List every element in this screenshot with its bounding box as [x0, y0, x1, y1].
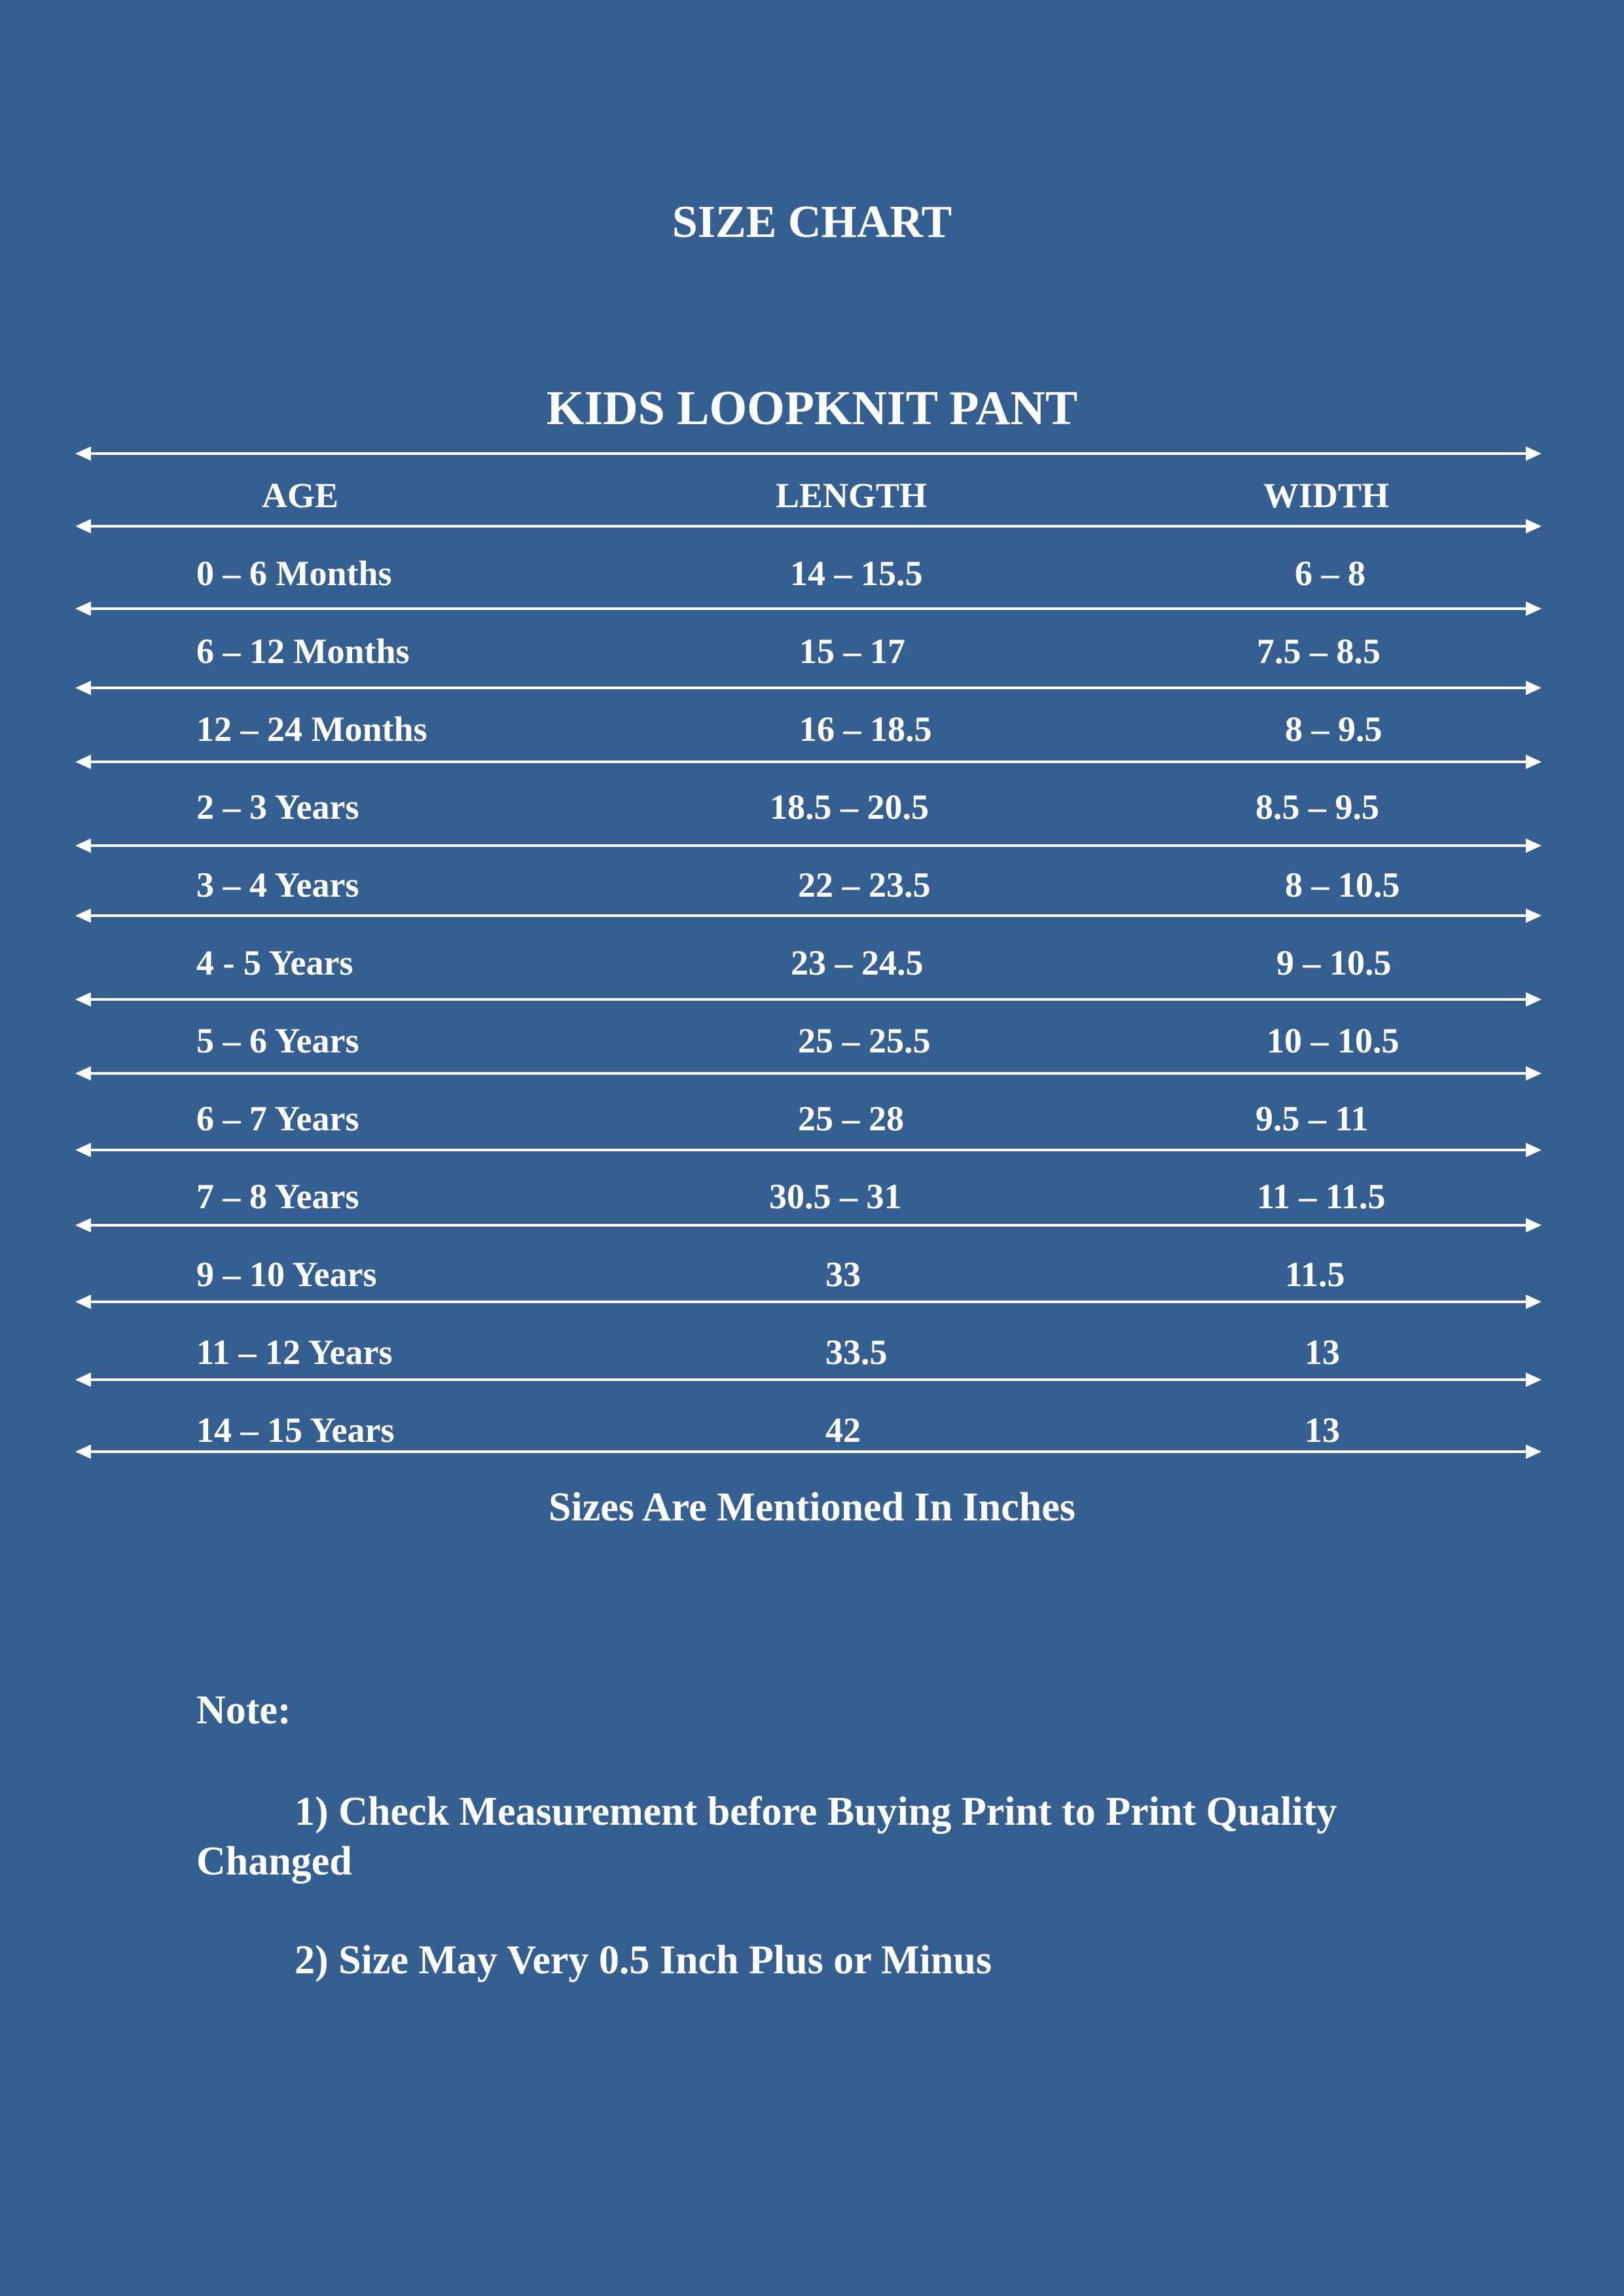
double-arrow-line [75, 1371, 1542, 1388]
double-arrow-line [75, 679, 1542, 696]
row-length: 33.5 [825, 1333, 888, 1372]
row-width: 9.5 – 11 [1255, 1099, 1369, 1138]
double-arrow-line [75, 518, 1542, 535]
row-length: 30.5 – 31 [769, 1177, 902, 1216]
row-separator [75, 600, 1542, 617]
note-item-1: 1) Check Measurement before Buying Print to Print Quality Changed [196, 1789, 1337, 1884]
row-age: 6 – 12 Months [196, 632, 410, 671]
arrow-left-icon [75, 681, 91, 695]
double-arrow-line [75, 991, 1542, 1008]
row-age: 11 – 12 Years [196, 1333, 393, 1372]
arrow-right-icon [1526, 519, 1542, 533]
row-length: 42 [825, 1410, 861, 1450]
arrow-left-icon [75, 1066, 91, 1081]
note-item-2: 2) Size May Very 0.5 Inch Plus or Minus [295, 1938, 992, 1982]
arrow-right-icon [1526, 755, 1542, 769]
row-age: 12 – 24 Months [196, 709, 427, 749]
row-separator [75, 1371, 1542, 1388]
arrow-left-icon [75, 601, 91, 616]
arrow-left-icon [75, 992, 91, 1007]
arrow-right-icon [1526, 1372, 1542, 1387]
row-separator [75, 753, 1542, 770]
arrow-right-icon [1526, 1218, 1542, 1232]
product-title: KIDS LOOPKNIT PANT [546, 382, 1078, 435]
row-separator [75, 1217, 1542, 1234]
arrow-left-icon [75, 1295, 91, 1309]
row-width: 13 [1305, 1410, 1340, 1450]
arrow-right-icon [1526, 908, 1542, 923]
column-header-width: WIDTH [1263, 476, 1390, 515]
row-width: 10 – 10.5 [1267, 1021, 1399, 1060]
arrow-right-icon [1526, 992, 1542, 1007]
page-title: SIZE CHART [672, 197, 952, 247]
double-arrow-line [75, 1065, 1542, 1082]
row-age: 9 – 10 Years [196, 1255, 377, 1294]
header-bottom-rule [75, 518, 1542, 535]
row-separator [75, 991, 1542, 1008]
row-separator [75, 1141, 1542, 1158]
row-age: 3 – 4 Years [196, 865, 359, 905]
arrow-right-icon [1526, 838, 1542, 853]
row-age: 7 – 8 Years [196, 1177, 359, 1216]
row-age: 0 – 6 Months [196, 554, 392, 593]
row-age: 4 - 5 Years [196, 943, 353, 982]
row-separator [75, 907, 1542, 924]
units-caption: Sizes Are Mentioned In Inches [549, 1485, 1075, 1530]
row-width: 11.5 [1285, 1255, 1345, 1294]
table-top-rule [75, 445, 1542, 462]
row-length: 23 – 24.5 [791, 943, 924, 982]
row-length: 15 – 17 [799, 632, 905, 671]
arrow-left-icon [75, 446, 91, 461]
double-arrow-line [75, 1141, 1542, 1158]
arrow-left-icon [75, 1444, 91, 1459]
row-age: 14 – 15 Years [196, 1410, 395, 1450]
arrow-right-icon [1526, 601, 1542, 616]
row-age: 6 – 7 Years [196, 1099, 359, 1138]
note-label: Note: [196, 1688, 291, 1732]
row-width: 8 – 10.5 [1285, 865, 1400, 905]
double-arrow-line [75, 1293, 1542, 1310]
row-length: 25 – 28 [798, 1099, 904, 1138]
arrow-left-icon [75, 1218, 91, 1232]
row-age: 5 – 6 Years [196, 1021, 359, 1060]
double-arrow-line [75, 753, 1542, 770]
row-length: 22 – 23.5 [798, 865, 931, 905]
row-separator [75, 837, 1542, 854]
arrow-left-icon [75, 838, 91, 853]
arrow-right-icon [1526, 681, 1542, 695]
double-arrow-line [75, 837, 1542, 854]
double-arrow-line [75, 600, 1542, 617]
row-width: 8.5 – 9.5 [1255, 787, 1379, 827]
row-separator [75, 1293, 1542, 1310]
column-header-age: AGE [262, 476, 339, 515]
column-header-length: LENGTH [776, 476, 928, 515]
double-arrow-line [75, 907, 1542, 924]
row-length: 18.5 – 20.5 [770, 787, 929, 827]
table-bottom-rule [75, 1443, 1542, 1460]
row-age: 2 – 3 Years [196, 787, 359, 827]
arrow-right-icon [1526, 1295, 1542, 1309]
row-separator [75, 679, 1542, 696]
row-length: 14 – 15.5 [790, 554, 923, 593]
arrow-left-icon [75, 908, 91, 923]
arrow-left-icon [75, 1372, 91, 1387]
arrow-right-icon [1526, 1444, 1542, 1459]
row-width: 9 – 10.5 [1276, 943, 1392, 982]
double-arrow-line [75, 1217, 1542, 1234]
row-width: 7.5 – 8.5 [1257, 632, 1380, 671]
row-length: 25 – 25.5 [798, 1021, 931, 1060]
arrow-left-icon [75, 1143, 91, 1157]
row-separator [75, 1065, 1542, 1082]
row-width: 13 [1305, 1333, 1340, 1372]
row-width: 6 – 8 [1295, 554, 1365, 593]
arrow-right-icon [1526, 446, 1542, 461]
arrow-left-icon [75, 755, 91, 769]
row-length: 33 [825, 1255, 861, 1294]
row-length: 16 – 18.5 [799, 709, 932, 749]
row-width: 11 – 11.5 [1257, 1177, 1386, 1216]
double-arrow-line [75, 1443, 1542, 1460]
row-width: 8 – 9.5 [1285, 709, 1382, 749]
arrow-right-icon [1526, 1066, 1542, 1081]
double-arrow-line [75, 445, 1542, 462]
arrow-left-icon [75, 519, 91, 533]
arrow-right-icon [1526, 1143, 1542, 1157]
